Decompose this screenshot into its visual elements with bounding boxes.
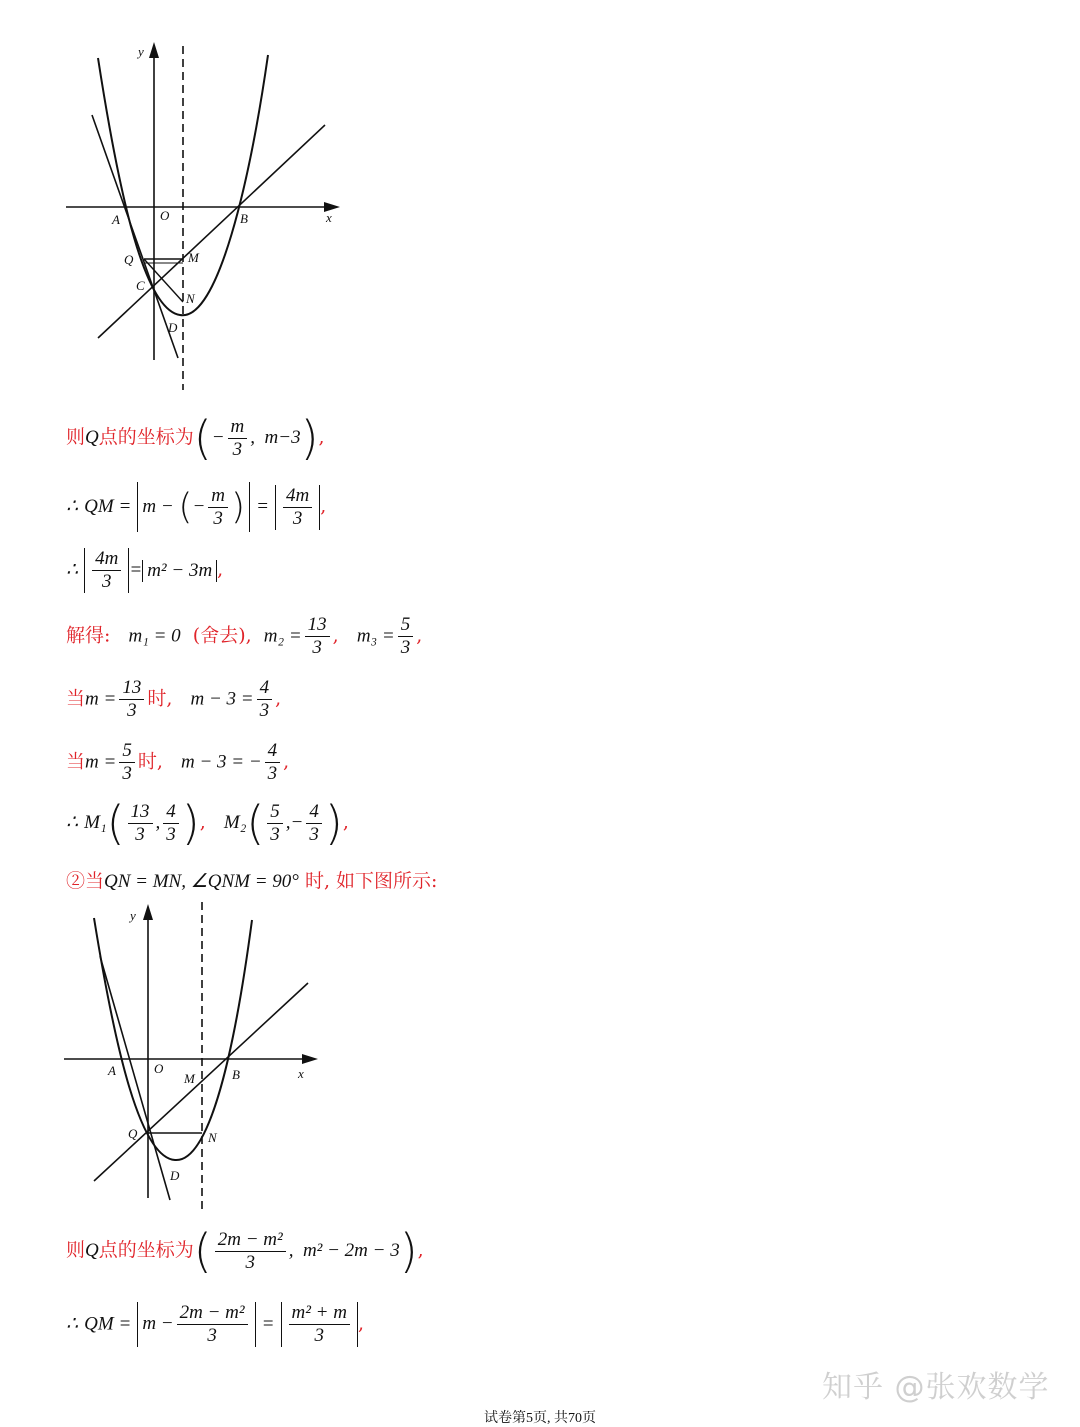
page-footer: 试卷第5页, 共70页 (484, 1411, 596, 1426)
abs-value-2: $\frac{\text{m² + m}}{3}$ (281, 1302, 358, 1347)
text-solve: 解得: (66, 624, 111, 647)
line-m-points: ∴ M₁( $\frac{13}{3}$ , $\frac{4}{3}$ ), M₂( $\frac{5}{3}$ ,− $\frac{4}{3}$ ), (66, 796, 349, 850)
abs-value-1: m − (− $\frac{m}{3}$ ) (137, 482, 250, 532)
case-2-label: ②当 (66, 870, 105, 892)
line-solution: 解得: m₁ = 0 (舍去), m₂ = $\frac{13}{3}$ , m₃ = $\frac{5}{3}$ , (66, 614, 423, 658)
label-b: B (240, 211, 248, 226)
text-then: 则 (66, 426, 86, 448)
coord-y: m−3 (264, 427, 301, 448)
qm-label: QM (84, 1313, 114, 1335)
watermark: 知乎 @张欢数学 (822, 1370, 1050, 1405)
y-axis-arrow (143, 904, 153, 920)
m2-fraction: $\frac{13}{3}$ (305, 614, 330, 659)
y-axis-arrow (149, 42, 159, 58)
label-d: D (168, 320, 178, 335)
label-a: A (112, 212, 120, 227)
text-then: 则 (66, 1239, 86, 1261)
label-d: D (170, 1168, 180, 1183)
text-time: 时, (147, 687, 173, 710)
line-ad (92, 115, 178, 358)
label-x: x (298, 1066, 304, 1081)
parabola-curve (98, 55, 268, 315)
fraction-m-over-3: $\frac{m}{3}$ (228, 416, 248, 461)
line-abs-equation: ∴ $\frac{4m}{3}$ = m² − 3m , (66, 548, 224, 592)
figure-2-parabola (60, 898, 330, 1218)
condition: QN = MN, ∠QNM = 90° (104, 871, 299, 892)
label-m: M (188, 250, 199, 265)
label-y: y (130, 908, 136, 923)
label-q: Q (128, 1126, 138, 1141)
fraction-4-3: $\frac{4}{3}$ (257, 677, 273, 722)
line-q-coordinate: 则Q点的坐标为(− $\frac{m}{3}$ , m−3), (66, 411, 325, 465)
text-time: 时, (137, 750, 163, 773)
text-when: 当 (66, 750, 86, 773)
label-q: Q (124, 252, 134, 267)
text-coord-is: 点的坐标为 (98, 1239, 194, 1261)
x-axis-arrow (302, 1054, 318, 1064)
coord-y: m² − 2m − 3 (302, 1240, 400, 1261)
line-case-13-3: 当m = $\frac{13}{3}$ 时, m − 3 = $\frac{4}{3}$ , (66, 677, 282, 721)
text-coord-is: 点的坐标为 (98, 426, 194, 448)
m3-fraction: $\frac{5}{3}$ (398, 614, 414, 659)
label-y: y (138, 44, 144, 59)
fraction-5-3: $\frac{5}{3}$ (119, 740, 135, 785)
point-m2: M₂ (223, 812, 247, 833)
fraction-4-3: $\frac{4}{3}$ (265, 740, 281, 785)
line-bc (94, 983, 308, 1181)
label-m: M (184, 1071, 195, 1086)
text-when: 当 (66, 687, 86, 710)
abs-value-m2-3m: m² − 3m (142, 560, 217, 582)
expr-m-3: m − 3 = − (180, 751, 262, 773)
label-n: N (186, 291, 195, 306)
line-ad (100, 956, 170, 1200)
label-c: C (136, 278, 145, 293)
label-o: O (154, 1061, 164, 1076)
fraction-2m-m2-over-3: $\frac{\text{2m − m²}}{3}$ (215, 1229, 286, 1274)
qm-label: QM (84, 496, 114, 517)
fraction-13-3: $\frac{13}{3}$ (119, 677, 144, 722)
text-as-shown: 时, 如下图所示: (304, 870, 438, 892)
abs-value-2: $\frac{4m}{3}$ (275, 485, 320, 530)
line-qm-abs-2: ∴ QM = m − $\frac{\text{2m − m²}}{3}$ = $\frac{\text{m² + m}}{3}$ , (66, 1302, 365, 1346)
therefore-symbol: ∴ (66, 559, 79, 581)
label-n: N (208, 1130, 217, 1145)
label-o: O (160, 208, 170, 223)
point-q: Q (85, 1240, 99, 1261)
therefore-symbol: ∴ (66, 496, 79, 517)
m-equals: m = (85, 751, 117, 773)
point-q: Q (85, 427, 99, 448)
m2-label: m₂ = (263, 625, 302, 647)
abs-value-1: m − $\frac{\text{2m − m²}}{3}$ (137, 1302, 255, 1347)
line-qm-abs: ∴ QM = m − (− $\frac{m}{3}$ ) = $\frac{4m}{3}$ , (66, 482, 326, 532)
label-x: x (326, 210, 332, 225)
parabola-curve (94, 918, 252, 1160)
therefore-symbol: ∴ (66, 1313, 79, 1335)
point-m1: M₁ (84, 812, 107, 833)
figure-1-parabola (60, 40, 350, 395)
text-discard: (舍去), (192, 624, 252, 647)
abs-value-4m-over-3: $\frac{4m}{3}$ (84, 548, 129, 593)
expr-m-3: m − 3 = (190, 688, 254, 710)
label-b: B (232, 1067, 240, 1082)
line-case-5-3: 当m = $\frac{5}{3}$ 时, m − 3 = − $\frac{4}{3}$ , (66, 740, 290, 784)
m1-value: m₁ = 0 (128, 625, 181, 647)
m-equals: m = (85, 688, 117, 710)
label-a: A (108, 1063, 116, 1078)
m3-label: m₃ = (356, 625, 395, 647)
line-case-2 (66, 866, 437, 893)
therefore-symbol: ∴ (66, 812, 79, 833)
line-q-coordinate-2: 则Q点的坐标为( $\frac{\text{2m − m²}}{3}$ , m² − 2m − 3), (66, 1224, 424, 1278)
